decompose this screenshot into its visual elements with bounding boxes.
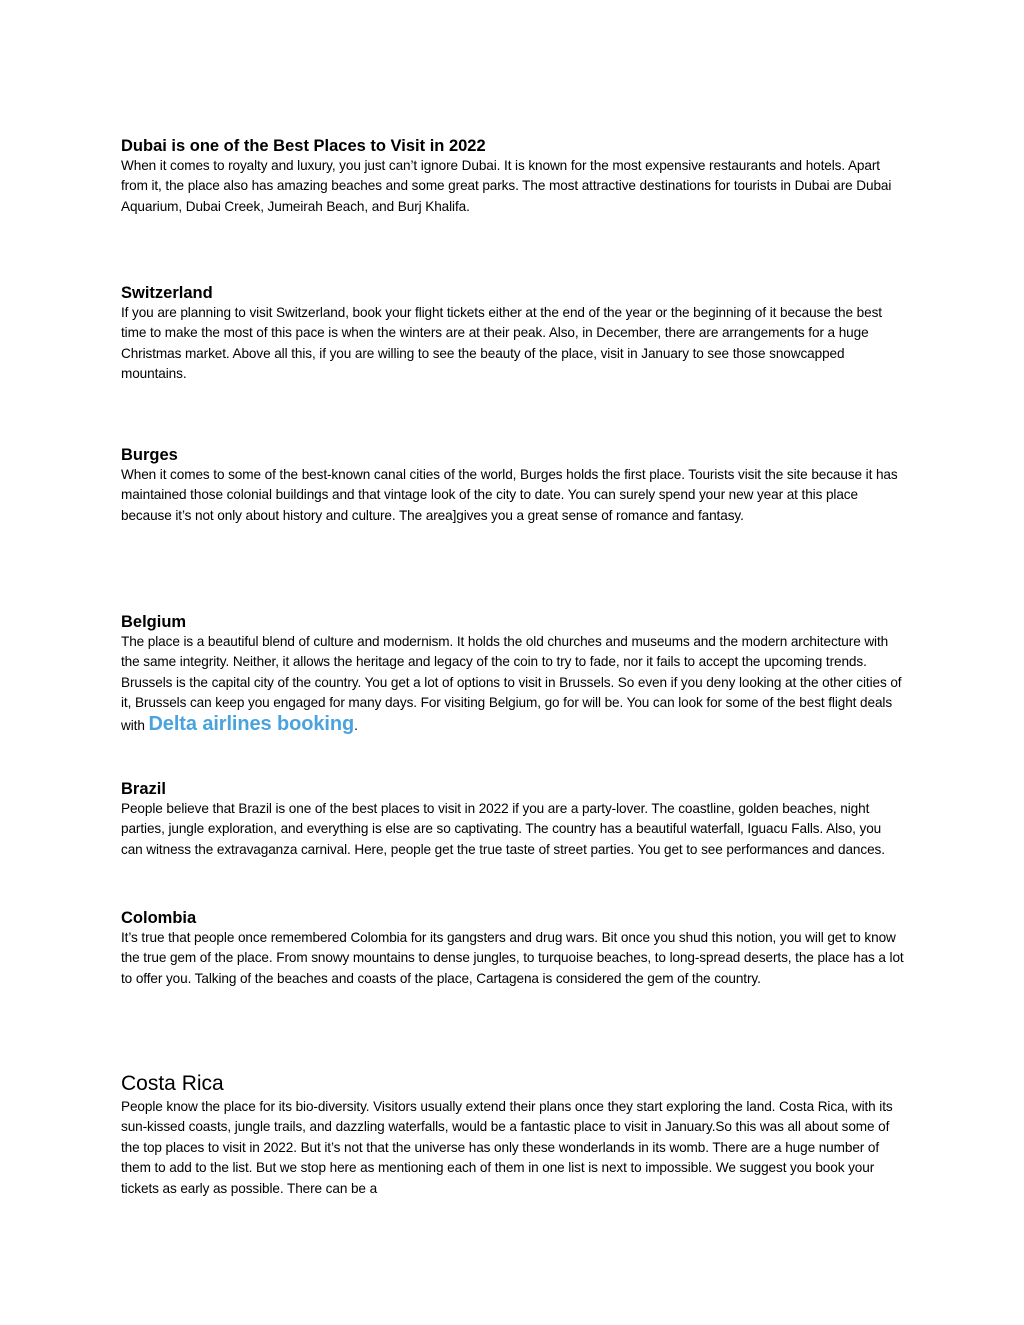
section-paragraph: It’s true that people once remembered Colombia for its gangsters and drug wars. Bit once you shud this notion, you will get to know the true gem of the place. From snowy mountains to dense jungles, to turquoise beaches, to long-spread deserts, the place has a lot to offer you. Talking of the beaches and coasts of the place, Cartagena is considered the gem of the country. bbox=[121, 930, 904, 986]
link-trailing-punctuation: . bbox=[354, 717, 358, 733]
section-brazil bbox=[121, 779, 906, 860]
section-costa-rica bbox=[121, 1071, 906, 1199]
section-paragraph: People believe that Brazil is one of the best places to visit in 2022 if you are a party-lover. The coastline, golden beaches, night parties, jungle exploration, and everything is else are so captivating. The country has a beautiful waterfall, Iguacu Falls. Also, you can witness the extravaganza carnival. Here, people get the true taste of street parties. You get to see performances and dances. bbox=[121, 801, 885, 857]
section-heading: Costa Rica bbox=[121, 1072, 224, 1095]
section-heading: Switzerland bbox=[121, 284, 213, 302]
section-paragraph: When it comes to some of the best-known canal cities of the world, Burges holds the first place. Tourists visit the site because it has maintained those colonial buildings and that vintage look of the city to date. You can surely spend your new year at this place because it’s not only about history and culture. The area]gives you a great sense of romance and fantasy. bbox=[121, 467, 898, 523]
section-heading: Colombia bbox=[121, 909, 197, 927]
section-paragraph-text: The place is a beautiful blend of culture and modernism. It holds the old churches and museums and the modern architecture with the same integrity. Neither, it allows the heritage and legacy of the coin to try to fade, nor it fails to accept the upcoming trends. Brussels is the capital city of the country. You get a lot of options to visit in Brussels. So even if you deny looking at the other cities of it, Brussels can keep you engaged for many days. For visiting Belgium, go for will be. You can look for some of the best flight deals with bbox=[121, 634, 902, 733]
section-belgium bbox=[121, 612, 906, 736]
section-paragraph bbox=[121, 632, 906, 736]
section-heading: Dubai is one of the Best Places to Visit in 2022 bbox=[121, 137, 486, 155]
section-paragraph: If you are planning to visit Switzerland, book your flight tickets either at the end of the year or the beginning of it because the best time to make the most of this pace is when the winters are at their peak. Also, in December, there are arrangements for a huge Christmas market. Above all this, if you are willing to see the beauty of the place, visit in January to see those snowcapped mountains. bbox=[121, 305, 882, 382]
delta-airlines-booking-link[interactable]: Delta airlines booking bbox=[148, 712, 355, 735]
section-heading: Belgium bbox=[121, 613, 187, 631]
section-burges bbox=[121, 445, 906, 526]
section-paragraph: When it comes to royalty and luxury, you just can’t ignore Dubai. It is known for the most expensive restaurants and hotels. Apart from it, the place also has amazing beaches and some great parks. The most attractive destinations for tourists in Dubai are Dubai Aquarium, Dubai Creek, Jumeirah Beach, and Burj Khalifa. bbox=[121, 158, 892, 214]
section-colombia bbox=[121, 908, 906, 989]
section-dubai bbox=[121, 136, 906, 217]
section-heading: Brazil bbox=[121, 780, 166, 798]
section-switzerland bbox=[121, 283, 906, 385]
section-heading: Burges bbox=[121, 446, 178, 464]
section-paragraph: People know the place for its bio-diversity. Visitors usually extend their plans once they start exploring the land. Costa Rica, with its sun-kissed coasts, jungle trails, and dazzling waterfalls, would be a fantastic place to visit in January.So this was all about some of the top places to visit in 2022. But it’s not that the universe has only these wonderlands in its womb. There are a huge number of them to add to the list. But we stop here as mentioning each of them in one list is next to impossible. We suggest you book your tickets as early as possible. There can be a bbox=[121, 1099, 893, 1196]
document-page bbox=[121, 0, 906, 1325]
